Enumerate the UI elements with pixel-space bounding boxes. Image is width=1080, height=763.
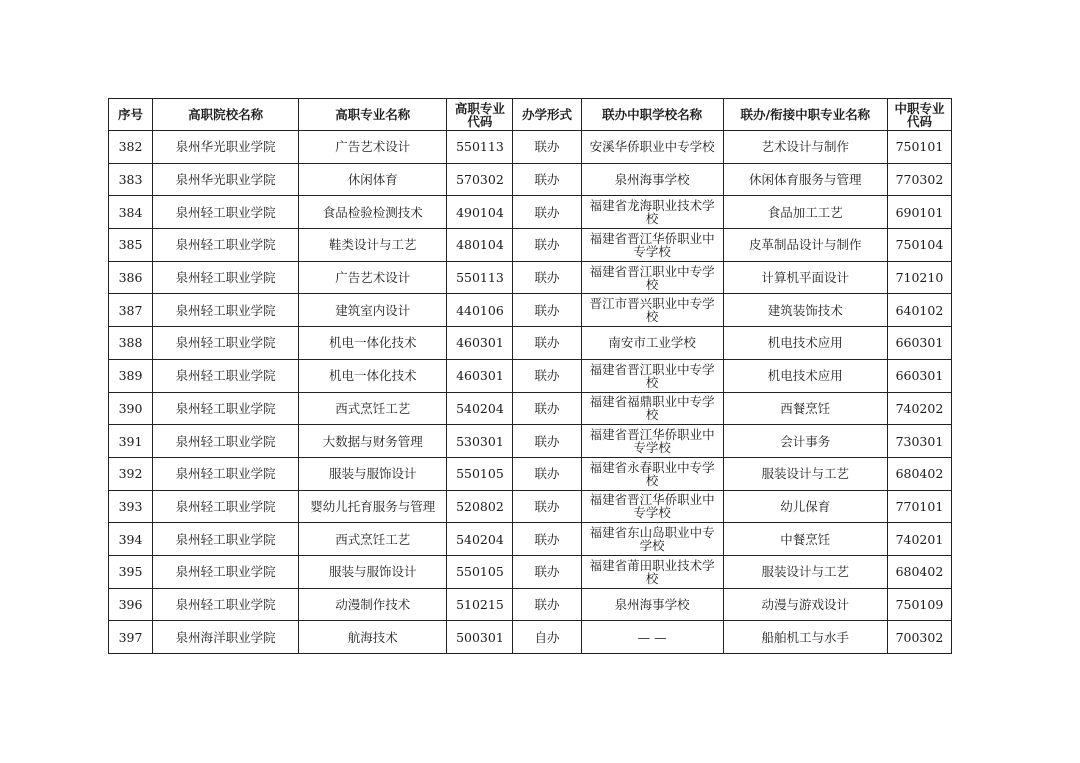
cell-form: 联办 <box>513 588 581 621</box>
cell-college: 泉州轻工职业学院 <box>153 588 299 621</box>
cell-school: 福建省莆田职业技术学校 <box>581 555 723 588</box>
table-row <box>109 229 952 262</box>
table-row <box>109 359 952 392</box>
cell-school: — — <box>581 621 723 654</box>
cell-college: 泉州轻工职业学院 <box>153 359 299 392</box>
cell-major: 休闲体育 <box>299 163 447 196</box>
cell-school-code: 660301 <box>887 359 951 392</box>
cell-code: 490104 <box>447 196 513 229</box>
cell-code: 480104 <box>447 229 513 262</box>
cell-college: 泉州华光职业学院 <box>153 163 299 196</box>
cell-major: 大数据与财务管理 <box>299 425 447 458</box>
cell-school-major: 服装设计与工艺 <box>723 555 887 588</box>
table-row <box>109 131 952 164</box>
cell-major: 西式烹饪工艺 <box>299 523 447 556</box>
cell-school: 安溪华侨职业中专学校 <box>581 131 723 164</box>
header-code: 高职专业代码 <box>447 99 513 131</box>
cell-no: 383 <box>109 163 153 196</box>
cell-school-code: 640102 <box>887 294 951 327</box>
cell-major: 航海技术 <box>299 621 447 654</box>
header-college: 高职院校名称 <box>153 99 299 131</box>
table-row <box>109 555 952 588</box>
cell-form: 联办 <box>513 392 581 425</box>
cell-no: 395 <box>109 555 153 588</box>
cell-school-code: 770101 <box>887 490 951 523</box>
cell-no: 394 <box>109 523 153 556</box>
cell-no: 392 <box>109 457 153 490</box>
header-form: 办学形式 <box>513 99 581 131</box>
cell-form: 联办 <box>513 523 581 556</box>
cell-school: 南安市工业学校 <box>581 327 723 360</box>
cell-code: 550113 <box>447 261 513 294</box>
cell-major: 建筑室内设计 <box>299 294 447 327</box>
cell-school-major: 幼儿保育 <box>723 490 887 523</box>
cell-form: 联办 <box>513 359 581 392</box>
cell-college: 泉州轻工职业学院 <box>153 490 299 523</box>
header-no: 序号 <box>109 99 153 131</box>
cell-school-code: 690101 <box>887 196 951 229</box>
cell-code: 510215 <box>447 588 513 621</box>
cell-school-code: 700302 <box>887 621 951 654</box>
cell-no: 397 <box>109 621 153 654</box>
cell-code: 540204 <box>447 392 513 425</box>
table-row <box>109 392 952 425</box>
cell-school-code: 730301 <box>887 425 951 458</box>
cell-major: 西式烹饪工艺 <box>299 392 447 425</box>
cell-school-code: 710210 <box>887 261 951 294</box>
cell-code: 550105 <box>447 555 513 588</box>
cell-school-major: 船舶机工与水手 <box>723 621 887 654</box>
cell-major: 服装与服饰设计 <box>299 457 447 490</box>
cell-major: 广告艺术设计 <box>299 261 447 294</box>
cell-school-code: 750101 <box>887 131 951 164</box>
cell-code: 520802 <box>447 490 513 523</box>
cell-form: 联办 <box>513 163 581 196</box>
cell-school-major: 皮革制品设计与制作 <box>723 229 887 262</box>
cell-form: 联办 <box>513 131 581 164</box>
cell-no: 387 <box>109 294 153 327</box>
cell-form: 联办 <box>513 196 581 229</box>
cell-college: 泉州轻工职业学院 <box>153 425 299 458</box>
cell-no: 385 <box>109 229 153 262</box>
cell-code: 440106 <box>447 294 513 327</box>
cell-school-major: 中餐烹饪 <box>723 523 887 556</box>
cell-school: 福建省龙海职业技术学校 <box>581 196 723 229</box>
cell-form: 自办 <box>513 621 581 654</box>
cell-school: 福建省东山岛职业中专学校 <box>581 523 723 556</box>
program-table <box>108 98 952 654</box>
cell-college: 泉州轻工职业学院 <box>153 457 299 490</box>
table-row <box>109 261 952 294</box>
cell-code: 500301 <box>447 621 513 654</box>
cell-major: 婴幼儿托育服务与管理 <box>299 490 447 523</box>
table-header-row <box>109 99 952 131</box>
cell-school-code: 740202 <box>887 392 951 425</box>
cell-school: 福建省晋江职业中专学校 <box>581 261 723 294</box>
cell-form: 联办 <box>513 327 581 360</box>
cell-major: 服装与服饰设计 <box>299 555 447 588</box>
cell-school: 福建省晋江华侨职业中专学校 <box>581 229 723 262</box>
cell-school-major: 西餐烹饪 <box>723 392 887 425</box>
cell-school-major: 计算机平面设计 <box>723 261 887 294</box>
cell-school-major: 动漫与游戏设计 <box>723 588 887 621</box>
cell-school-code: 660301 <box>887 327 951 360</box>
cell-school: 泉州海事学校 <box>581 163 723 196</box>
cell-form: 联办 <box>513 457 581 490</box>
cell-college: 泉州轻工职业学院 <box>153 261 299 294</box>
cell-school-code: 750104 <box>887 229 951 262</box>
cell-college: 泉州海洋职业学院 <box>153 621 299 654</box>
cell-code: 530301 <box>447 425 513 458</box>
cell-no: 393 <box>109 490 153 523</box>
cell-no: 391 <box>109 425 153 458</box>
cell-school-major: 建筑装饰技术 <box>723 294 887 327</box>
cell-school-code: 750109 <box>887 588 951 621</box>
cell-college: 泉州轻工职业学院 <box>153 392 299 425</box>
cell-form: 联办 <box>513 490 581 523</box>
cell-school-code: 770302 <box>887 163 951 196</box>
cell-school: 福建省晋江华侨职业中专学校 <box>581 425 723 458</box>
header-major: 高职专业名称 <box>299 99 447 131</box>
cell-no: 396 <box>109 588 153 621</box>
cell-no: 390 <box>109 392 153 425</box>
cell-form: 联办 <box>513 261 581 294</box>
cell-code: 540204 <box>447 523 513 556</box>
cell-form: 联办 <box>513 555 581 588</box>
table-row <box>109 196 952 229</box>
cell-major: 机电一体化技术 <box>299 327 447 360</box>
cell-college: 泉州轻工职业学院 <box>153 229 299 262</box>
cell-school: 福建省福鼎职业中专学校 <box>581 392 723 425</box>
cell-college: 泉州轻工职业学院 <box>153 327 299 360</box>
cell-code: 460301 <box>447 327 513 360</box>
cell-code: 550105 <box>447 457 513 490</box>
cell-school-major: 食品加工工艺 <box>723 196 887 229</box>
table-row <box>109 523 952 556</box>
header-school-major: 联办/衔接中职专业名称 <box>723 99 887 131</box>
cell-no: 386 <box>109 261 153 294</box>
cell-code: 570302 <box>447 163 513 196</box>
table-row <box>109 588 952 621</box>
cell-major: 食品检验检测技术 <box>299 196 447 229</box>
table-body <box>109 131 952 654</box>
table-row <box>109 457 952 490</box>
cell-no: 382 <box>109 131 153 164</box>
table-row <box>109 294 952 327</box>
cell-no: 388 <box>109 327 153 360</box>
cell-school-code: 680402 <box>887 457 951 490</box>
table-row <box>109 490 952 523</box>
cell-major: 鞋类设计与工艺 <box>299 229 447 262</box>
cell-college: 泉州华光职业学院 <box>153 131 299 164</box>
cell-college: 泉州轻工职业学院 <box>153 196 299 229</box>
cell-major: 广告艺术设计 <box>299 131 447 164</box>
cell-school-major: 会计事务 <box>723 425 887 458</box>
table-row <box>109 621 952 654</box>
cell-school: 福建省晋江华侨职业中专学校 <box>581 490 723 523</box>
cell-no: 389 <box>109 359 153 392</box>
cell-school-major: 休闲体育服务与管理 <box>723 163 887 196</box>
cell-form: 联办 <box>513 229 581 262</box>
cell-school-major: 机电技术应用 <box>723 359 887 392</box>
cell-no: 384 <box>109 196 153 229</box>
cell-college: 泉州轻工职业学院 <box>153 523 299 556</box>
cell-school-major: 艺术设计与制作 <box>723 131 887 164</box>
cell-school-code: 740201 <box>887 523 951 556</box>
table-row <box>109 425 952 458</box>
cell-code: 460301 <box>447 359 513 392</box>
cell-major: 动漫制作技术 <box>299 588 447 621</box>
cell-school-major: 机电技术应用 <box>723 327 887 360</box>
cell-form: 联办 <box>513 294 581 327</box>
cell-code: 550113 <box>447 131 513 164</box>
cell-school: 晋江市晋兴职业中专学校 <box>581 294 723 327</box>
cell-school: 泉州海事学校 <box>581 588 723 621</box>
cell-school-major: 服装设计与工艺 <box>723 457 887 490</box>
table-row <box>109 327 952 360</box>
cell-college: 泉州轻工职业学院 <box>153 555 299 588</box>
cell-college: 泉州轻工职业学院 <box>153 294 299 327</box>
cell-school-code: 680402 <box>887 555 951 588</box>
cell-school: 福建省永春职业中专学校 <box>581 457 723 490</box>
header-school-code: 中职专业代码 <box>887 99 951 131</box>
header-school: 联办中职学校名称 <box>581 99 723 131</box>
cell-form: 联办 <box>513 425 581 458</box>
cell-major: 机电一体化技术 <box>299 359 447 392</box>
cell-school: 福建省晋江职业中专学校 <box>581 359 723 392</box>
table-row <box>109 163 952 196</box>
